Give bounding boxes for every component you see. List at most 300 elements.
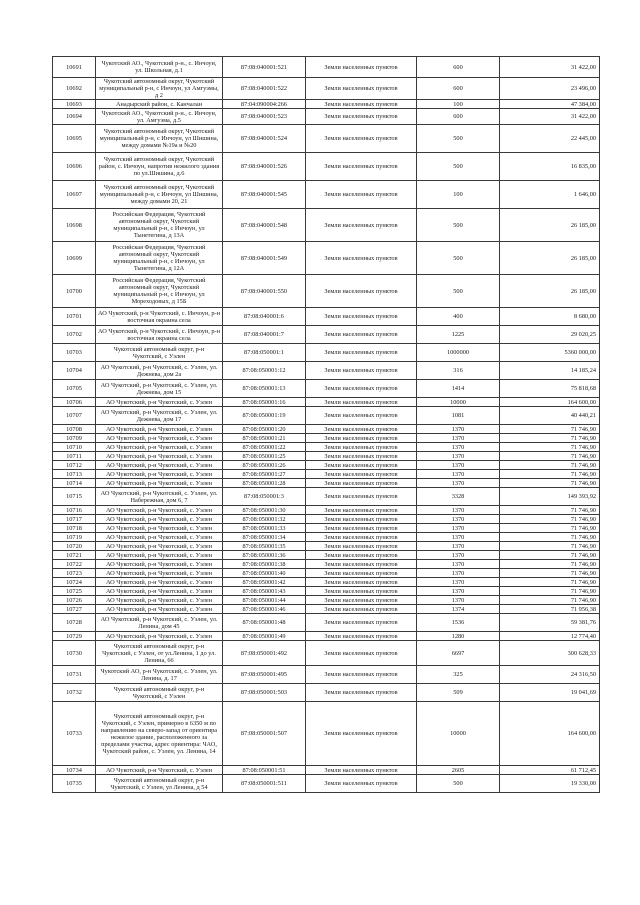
value-cell: 71 746,90 [500, 596, 600, 605]
table-row [53, 614, 600, 632]
area-cell: 10000 [417, 398, 500, 407]
value-cell: 5360 000,00 [500, 344, 600, 362]
area-cell: 1536 [417, 614, 500, 632]
cadastral-number: 87:08:050001:48 [223, 614, 306, 632]
land-category: Земли населенных пунктов [306, 524, 417, 533]
address-cell: Чукотский автономный округ, Чукотский муниципальный р-н, с Инчоун, ул Амгуэмы, д 2 [96, 78, 223, 100]
land-category: Земли населенных пунктов [306, 596, 417, 605]
row-number: 10721 [53, 551, 96, 560]
cadastral-number: 87:08:040001:526 [223, 153, 306, 181]
area-cell: 2605 [417, 766, 500, 775]
cadastral-number: 87:08:040001:6 [223, 308, 306, 326]
land-category: Земли населенных пунктов [306, 605, 417, 614]
address-cell: АО Чукотский, р-н Чукотский, с. Уэлен [96, 506, 223, 515]
row-number: 10726 [53, 596, 96, 605]
cadastral-number: 87:08:050001:22 [223, 443, 306, 452]
row-number: 10719 [53, 533, 96, 542]
address-cell: АО Чукотский, р-н Чукотский, с. Уэлен [96, 766, 223, 775]
row-number: 10718 [53, 524, 96, 533]
address-cell: Чукотский автономный округ, Чукотский муниципальный р-н, с Инчоун, ул Шишина, между домами №19а и №20 [96, 125, 223, 153]
land-category: Земли населенных пунктов [306, 666, 417, 684]
cadastral-number: 87:08:040001:523 [223, 109, 306, 125]
table-row [53, 461, 600, 470]
table-row [53, 153, 600, 181]
land-category: Земли населенных пунктов [306, 684, 417, 702]
land-category: Земли населенных пунктов [306, 470, 417, 479]
address-cell: Чукотский автономный округ, р-н Чукотский, с Уэлен, от ул.Ленина, 1 до ул. Ленина, 66 [96, 641, 223, 666]
cadastral-number: 87:08:040001:524 [223, 125, 306, 153]
area-cell: 1370 [417, 479, 500, 488]
address-cell: Чукотский автономный округ, р-н Чукотский, с Уэлен, ул Ленина, д 54 [96, 775, 223, 793]
cadastral-number: 87:08:040001:550 [223, 275, 306, 308]
area-cell: 500 [417, 209, 500, 242]
row-number: 10707 [53, 407, 96, 425]
address-cell: АО Чукотский, р-н Чукотский, с. Уэлен [96, 425, 223, 434]
area-cell: 1000000 [417, 344, 500, 362]
area-cell: 1370 [417, 461, 500, 470]
land-category: Земли населенных пунктов [306, 578, 417, 587]
address-cell: Российская Федерация, Чукотский автономный округ, Чукотский муниципальный р-н, с Инчоун, ул Мореходовых, д 15Б [96, 275, 223, 308]
area-cell: 1370 [417, 425, 500, 434]
land-category: Земли населенных пунктов [306, 506, 417, 515]
table-row [53, 605, 600, 614]
address-cell: Анадырский район, с. Канчалан [96, 100, 223, 109]
area-cell: 316 [417, 362, 500, 380]
land-category: Земли населенных пунктов [306, 542, 417, 551]
cadastral-number: 87:08:050001:507 [223, 702, 306, 766]
row-number: 10722 [53, 560, 96, 569]
cadastral-number: 87:08:050001:20 [223, 425, 306, 434]
area-cell: 509 [417, 684, 500, 702]
row-number: 10710 [53, 443, 96, 452]
land-category: Земли населенных пунктов [306, 425, 417, 434]
table-row [53, 275, 600, 308]
row-number: 10732 [53, 684, 96, 702]
cadastral-number: 87:08:050001:26 [223, 461, 306, 470]
cadastral-number: 87:08:050001:12 [223, 362, 306, 380]
value-cell: 16 835,00 [500, 153, 600, 181]
land-category: Земли населенных пунктов [306, 560, 417, 569]
value-cell: 71 746,90 [500, 434, 600, 443]
cadastral-number: 87:04:090004:266 [223, 100, 306, 109]
area-cell: 1370 [417, 587, 500, 596]
area-cell: 500 [417, 125, 500, 153]
area-cell: 1370 [417, 533, 500, 542]
area-cell: 3328 [417, 488, 500, 506]
cadastral-number: 87:08:050001:34 [223, 533, 306, 542]
land-category: Земли населенных пунктов [306, 344, 417, 362]
table-row [53, 587, 600, 596]
cadastral-number: 87:08:050001:511 [223, 775, 306, 793]
table-row [53, 57, 600, 78]
area-cell: 100 [417, 100, 500, 109]
table-row [53, 308, 600, 326]
row-number: 10716 [53, 506, 96, 515]
cadastral-number: 87:08:050001:16 [223, 398, 306, 407]
table-row [53, 78, 600, 100]
area-cell: 1370 [417, 452, 500, 461]
land-category: Земли населенных пунктов [306, 362, 417, 380]
address-cell: АО Чукотский, р-н Чукотский, с. Уэлен, ул. Набережная, дом 6, 7 [96, 488, 223, 506]
value-cell: 40 440,21 [500, 407, 600, 425]
row-number: 10705 [53, 380, 96, 398]
address-cell: Чукотский автономный округ, р-н Чукотский, с Уэлен, примерно в 6350 м по направлению на северо-запад от ориентира нежилое здание, расположенного за пределами участка, адрес ориентира: ЧАО, Чукотский район, с. Уэлен, ул. Ленина, 14 [96, 702, 223, 766]
area-cell: 100 [417, 181, 500, 209]
land-category: Земли населенных пунктов [306, 275, 417, 308]
row-number: 10735 [53, 775, 96, 793]
area-cell: 1370 [417, 560, 500, 569]
area-cell: 1370 [417, 434, 500, 443]
land-category: Земли населенных пунктов [306, 515, 417, 524]
area-cell: 1370 [417, 515, 500, 524]
address-cell: АО Чукотский, р-н Чукотский, с. Уэлен [96, 515, 223, 524]
cadastral-number: 87:08:050001:28 [223, 479, 306, 488]
value-cell: 300 628,33 [500, 641, 600, 666]
value-cell: 71 746,90 [500, 551, 600, 560]
area-cell: 500 [417, 275, 500, 308]
cadastral-number: 87:08:050001:27 [223, 470, 306, 479]
land-category: Земли населенных пунктов [306, 488, 417, 506]
value-cell: 31 422,00 [500, 109, 600, 125]
cadastral-number: 87:08:050001:492 [223, 641, 306, 666]
value-cell: 61 712,45 [500, 766, 600, 775]
area-cell: 10000 [417, 702, 500, 766]
address-cell: АО Чукотский, р-н Чукотский, с. Уэлен [96, 605, 223, 614]
area-cell: 500 [417, 242, 500, 275]
cadastral-number: 87:08:050001:32 [223, 515, 306, 524]
cadastral-number: 87:08:050001:19 [223, 407, 306, 425]
table-row [53, 569, 600, 578]
area-cell: 1374 [417, 605, 500, 614]
value-cell: 24 316,50 [500, 666, 600, 684]
area-cell: 1414 [417, 380, 500, 398]
table-row [53, 515, 600, 524]
value-cell: 8 680,00 [500, 308, 600, 326]
table-row [53, 425, 600, 434]
cadastral-number: 87:08:050001:33 [223, 524, 306, 533]
area-cell: 500 [417, 775, 500, 793]
land-category: Земли населенных пунктов [306, 380, 417, 398]
land-category: Земли населенных пунктов [306, 398, 417, 407]
value-cell: 164 600,00 [500, 702, 600, 766]
cadastral-number: 87:08:050001:38 [223, 560, 306, 569]
land-category: Земли населенных пунктов [306, 614, 417, 632]
area-cell: 1280 [417, 632, 500, 641]
table-row [53, 596, 600, 605]
address-cell: АО Чукотский, р-н Чукотский, с. Уэлен, ул. Дежнева, дом 17 [96, 407, 223, 425]
value-cell: 23 496,00 [500, 78, 600, 100]
table-row [53, 632, 600, 641]
land-category: Земли населенных пунктов [306, 100, 417, 109]
area-cell: 600 [417, 57, 500, 78]
cadastral-number: 87:08:050001:36 [223, 551, 306, 560]
land-category: Земли населенных пунктов [306, 181, 417, 209]
address-cell: АО Чукотский, р-н Чукотский, с. Уэлен, ул. Дежнева, дом 15 [96, 380, 223, 398]
table-row [53, 684, 600, 702]
row-number: 10699 [53, 242, 96, 275]
address-cell: АО Чукотский, р-н Чукотский, с. Уэлен [96, 578, 223, 587]
value-cell: 71 746,90 [500, 587, 600, 596]
area-cell: 1370 [417, 542, 500, 551]
land-category: Земли населенных пунктов [306, 78, 417, 100]
address-cell: АО Чукотский, р-н Чукотский, с. Уэлен [96, 533, 223, 542]
cadastral-number: 87:08:050001:44 [223, 596, 306, 605]
cadastral-number: 87:08:040001:522 [223, 78, 306, 100]
value-cell: 71 746,90 [500, 506, 600, 515]
land-category: Земли населенных пунктов [306, 551, 417, 560]
cadastral-number: 87:08:050001:40 [223, 569, 306, 578]
row-number: 10734 [53, 766, 96, 775]
table-row [53, 443, 600, 452]
area-cell: 1370 [417, 569, 500, 578]
table-row [53, 542, 600, 551]
value-cell: 71 746,90 [500, 425, 600, 434]
row-number: 10717 [53, 515, 96, 524]
table-row [53, 452, 600, 461]
land-category: Земли населенных пунктов [306, 407, 417, 425]
land-category: Земли населенных пунктов [306, 479, 417, 488]
value-cell: 71 956,38 [500, 605, 600, 614]
address-cell: Чукотский АО., Чукотский р-н., с. Инчоун, ул. Амгуэма, д.5 [96, 109, 223, 125]
cadastral-number: 87:08:050001:35 [223, 542, 306, 551]
cadastral-number: 87:08:050001:51 [223, 766, 306, 775]
value-cell: 19 330,00 [500, 775, 600, 793]
table-row [53, 506, 600, 515]
value-cell: 71 746,90 [500, 560, 600, 569]
address-cell: АО Чукотский, р-н Чукотский, с. Уэлен [96, 632, 223, 641]
value-cell: 75 818,68 [500, 380, 600, 398]
land-category: Земли населенных пунктов [306, 209, 417, 242]
value-cell: 22 445,00 [500, 125, 600, 153]
row-number: 10733 [53, 702, 96, 766]
row-number: 10703 [53, 344, 96, 362]
table-row [53, 344, 600, 362]
row-number: 10691 [53, 57, 96, 78]
value-cell: 14 185,24 [500, 362, 600, 380]
table-body [53, 57, 600, 793]
row-number: 10725 [53, 587, 96, 596]
value-cell: 26 185,00 [500, 242, 600, 275]
land-category: Земли населенных пунктов [306, 569, 417, 578]
address-cell: Российская Федерация, Чукотский автономный округ, Чукотский муниципальный р-н, с Инчоун, ул Тынетегина, д 12А [96, 242, 223, 275]
value-cell: 164 600,00 [500, 398, 600, 407]
cadastral-number: 87:08:040001:548 [223, 209, 306, 242]
address-cell: АО Чукотский, р-н Чукотский, с. Уэлен, ул. Дежнева, дом 2а [96, 362, 223, 380]
address-cell: АО Чукотский, р-н Чукотский, с. Уэлен [96, 452, 223, 461]
row-number: 10730 [53, 641, 96, 666]
address-cell: АО Чукотский, р-н Чукотский, с. Уэлен [96, 542, 223, 551]
row-number: 10695 [53, 125, 96, 153]
cadastral-number: 87:08:050001:1 [223, 344, 306, 362]
area-cell: 1370 [417, 470, 500, 479]
table-row [53, 775, 600, 793]
row-number: 10711 [53, 452, 96, 461]
row-number: 10731 [53, 666, 96, 684]
area-cell: 1370 [417, 506, 500, 515]
cadastral-number: 87:08:050001:13 [223, 380, 306, 398]
address-cell: АО Чукотский, р-н Чукотский, с. Уэлен [96, 596, 223, 605]
address-cell: АО Чукотский, р-н Чукотский, с. Уэлен [96, 560, 223, 569]
table-row [53, 100, 600, 109]
area-cell: 1081 [417, 407, 500, 425]
address-cell: Российская Федерация, Чукотский автономный округ, Чукотский муниципальный р-н, с Инчоун, ул Тынетегина, д 13А [96, 209, 223, 242]
row-number: 10728 [53, 614, 96, 632]
address-cell: АО Чукотский, р-н Чукотский, с. Уэлен [96, 569, 223, 578]
area-cell: 1370 [417, 524, 500, 533]
area-cell: 600 [417, 109, 500, 125]
address-cell: АО Чукотский, р-н Чукотский, с. Инчоун, р-н восточная окраина села [96, 308, 223, 326]
cadastral-number: 87:08:050001:3 [223, 488, 306, 506]
area-cell: 1225 [417, 326, 500, 344]
row-number: 10702 [53, 326, 96, 344]
land-category: Земли населенных пунктов [306, 109, 417, 125]
table-row [53, 524, 600, 533]
table-row [53, 578, 600, 587]
area-cell: 6697 [417, 641, 500, 666]
row-number: 10724 [53, 578, 96, 587]
address-cell: АО Чукотский, р-н Чукотский, с. Уэлен [96, 587, 223, 596]
cadastral-number: 87:08:050001:503 [223, 684, 306, 702]
table-row [53, 398, 600, 407]
table-row [53, 109, 600, 125]
row-number: 10704 [53, 362, 96, 380]
area-cell: 1370 [417, 443, 500, 452]
row-number: 10694 [53, 109, 96, 125]
table-row [53, 125, 600, 153]
table-row [53, 362, 600, 380]
address-cell: АО Чукотский, р-н Чукотский, с. Уэлен, ул. Ленина, дом 45 [96, 614, 223, 632]
table-row [53, 209, 600, 242]
cadastral-number: 87:08:050001:495 [223, 666, 306, 684]
value-cell: 26 185,00 [500, 209, 600, 242]
value-cell: 71 746,90 [500, 461, 600, 470]
row-number: 10697 [53, 181, 96, 209]
address-cell: Чукотский АО, р-н Чукотский, с. Уэлен, ул. Ленина, д. 17 [96, 666, 223, 684]
value-cell: 71 746,90 [500, 578, 600, 587]
row-number: 10696 [53, 153, 96, 181]
area-cell: 600 [417, 78, 500, 100]
table-row [53, 488, 600, 506]
table-row [53, 434, 600, 443]
table-row [53, 380, 600, 398]
area-cell: 400 [417, 308, 500, 326]
cadastral-number: 87:08:040001:545 [223, 181, 306, 209]
value-cell: 71 746,90 [500, 479, 600, 488]
land-category: Земли населенных пунктов [306, 153, 417, 181]
value-cell: 29 020,25 [500, 326, 600, 344]
land-category: Земли населенных пунктов [306, 775, 417, 793]
table-row [53, 702, 600, 766]
row-number: 10701 [53, 308, 96, 326]
table-row [53, 551, 600, 560]
row-number: 10706 [53, 398, 96, 407]
value-cell: 59 381,76 [500, 614, 600, 632]
land-category: Земли населенных пунктов [306, 641, 417, 666]
value-cell: 31 422,00 [500, 57, 600, 78]
row-number: 10708 [53, 425, 96, 434]
land-category: Земли населенных пунктов [306, 434, 417, 443]
address-cell: АО Чукотский, р-н Чукотский, с. Уэлен [96, 398, 223, 407]
row-number: 10700 [53, 275, 96, 308]
table-row [53, 641, 600, 666]
area-cell: 1370 [417, 578, 500, 587]
land-category: Земли населенных пунктов [306, 443, 417, 452]
value-cell: 71 746,90 [500, 443, 600, 452]
value-cell: 71 746,90 [500, 542, 600, 551]
table-row [53, 470, 600, 479]
address-cell: Чукотский автономный округ, Чукотский район, с. Инчоун, напротив нежилого здания по ул.Шишина, д.6 [96, 153, 223, 181]
row-number: 10692 [53, 78, 96, 100]
land-category: Земли населенных пунктов [306, 326, 417, 344]
cadastral-number: 87:08:040001:549 [223, 242, 306, 275]
land-category: Земли населенных пунктов [306, 125, 417, 153]
row-number: 10713 [53, 470, 96, 479]
cadastral-number: 87:08:040001:7 [223, 326, 306, 344]
cadastral-number: 87:08:050001:46 [223, 605, 306, 614]
row-number: 10727 [53, 605, 96, 614]
table-row [53, 766, 600, 775]
value-cell: 71 746,90 [500, 470, 600, 479]
table-row [53, 242, 600, 275]
area-cell: 500 [417, 153, 500, 181]
row-number: 10714 [53, 479, 96, 488]
area-cell: 1370 [417, 551, 500, 560]
row-number: 10709 [53, 434, 96, 443]
cadastral-number: 87:08:050001:42 [223, 578, 306, 587]
address-cell: АО Чукотский, р-н Чукотский, с. Уэлен [96, 443, 223, 452]
value-cell: 71 746,90 [500, 515, 600, 524]
row-number: 10729 [53, 632, 96, 641]
table-row [53, 533, 600, 542]
value-cell: 149 393,92 [500, 488, 600, 506]
address-cell: АО Чукотский, р-н Чукотский, с. Инчоун, р-н восточная окраина села [96, 326, 223, 344]
cadastral-number: 87:08:050001:43 [223, 587, 306, 596]
value-cell: 26 185,00 [500, 275, 600, 308]
address-cell: АО Чукотский, р-н Чукотский, с. Уэлен [96, 524, 223, 533]
value-cell: 71 746,90 [500, 524, 600, 533]
land-category: Земли населенных пунктов [306, 766, 417, 775]
table-row [53, 326, 600, 344]
land-registry-sheet [52, 56, 596, 793]
address-cell: АО Чукотский, р-н Чукотский, с. Уэлен [96, 434, 223, 443]
value-cell: 71 746,90 [500, 452, 600, 461]
row-number: 10698 [53, 209, 96, 242]
value-cell: 1 646,00 [500, 181, 600, 209]
cadastral-number: 87:08:040001:521 [223, 57, 306, 78]
value-cell: 71 746,90 [500, 533, 600, 542]
cadastral-number: 87:08:050001:21 [223, 434, 306, 443]
table-row [53, 407, 600, 425]
area-cell: 1370 [417, 596, 500, 605]
cadastral-number: 87:08:050001:49 [223, 632, 306, 641]
address-cell: АО Чукотский, р-н Чукотский, с. Уэлен [96, 551, 223, 560]
land-category: Земли населенных пунктов [306, 242, 417, 275]
table-row [53, 560, 600, 569]
row-number: 10712 [53, 461, 96, 470]
land-category: Земли населенных пунктов [306, 533, 417, 542]
address-cell: АО Чукотский, р-н Чукотский, с. Уэлен [96, 461, 223, 470]
land-category: Земли населенных пунктов [306, 702, 417, 766]
table-row [53, 479, 600, 488]
address-cell: АО Чукотский, р-н Чукотский, с. Уэлен [96, 479, 223, 488]
table-row [53, 181, 600, 209]
land-category: Земли населенных пунктов [306, 452, 417, 461]
address-cell: Чукотский АО., Чукотский р-н., с. Инчоун, ул. Школьная, д.1 [96, 57, 223, 78]
land-category: Земли населенных пунктов [306, 461, 417, 470]
value-cell: 19 041,69 [500, 684, 600, 702]
row-number: 10715 [53, 488, 96, 506]
address-cell: Чукотский автономный округ, Чукотский муниципальный р-н, с Инчоун, ул Шишина, между домами 20, 21 [96, 181, 223, 209]
